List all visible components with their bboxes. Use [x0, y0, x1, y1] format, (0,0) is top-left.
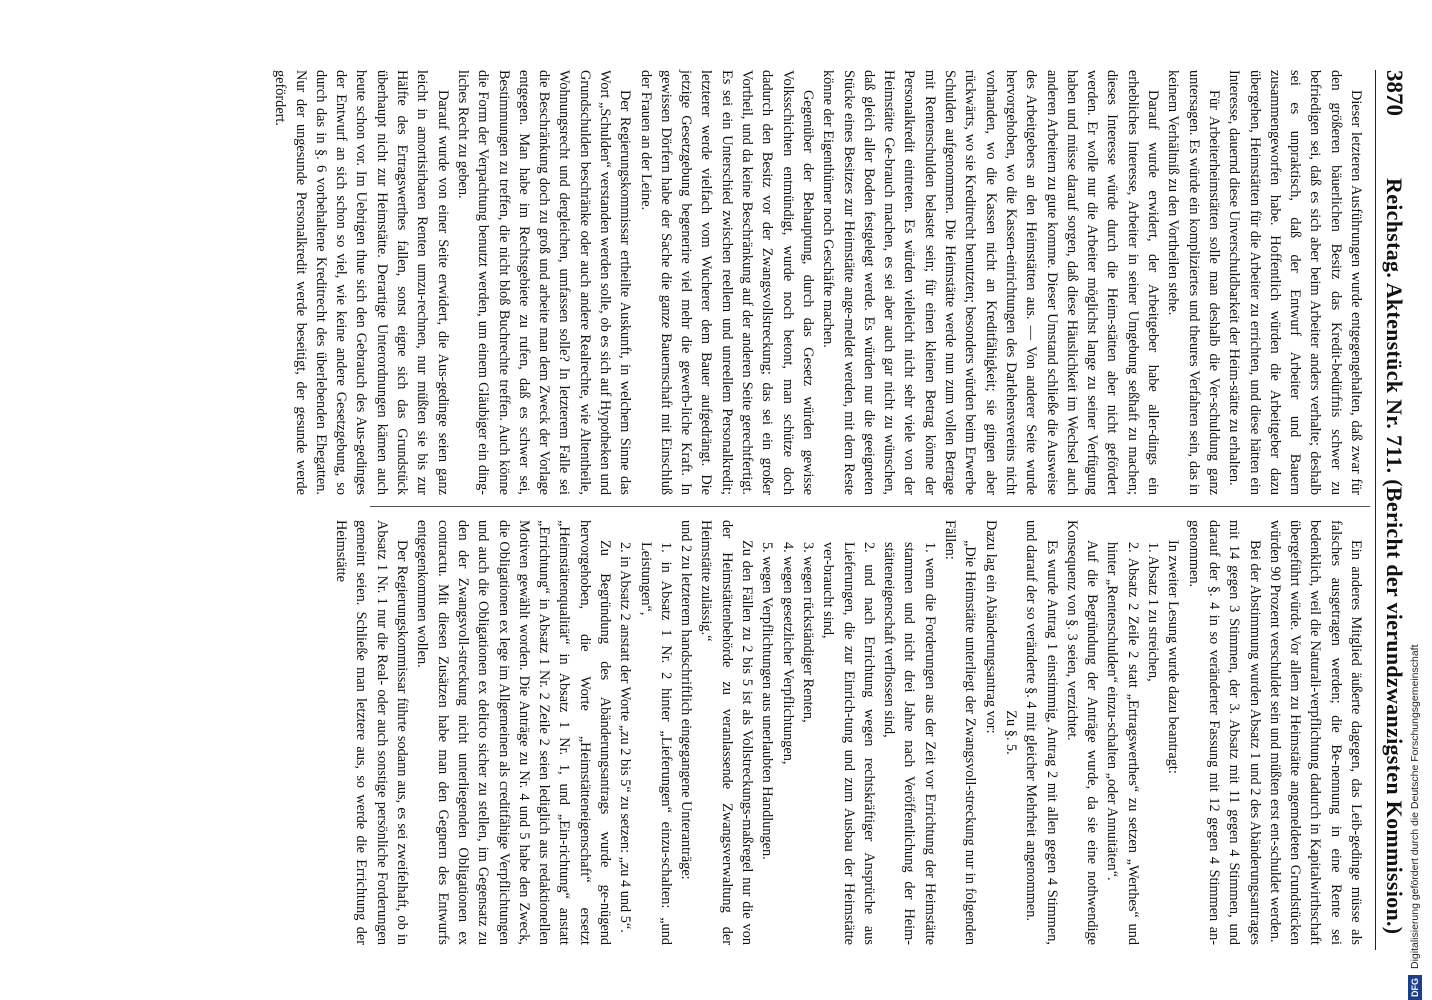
list-item: 1. in Absatz 1 Nr. 2 hinter „Lieferungen“ einzu-schalten: „und Leistungen“, — [637, 542, 674, 945]
list-item: 3. wegen rückständiger Renten, — [799, 542, 816, 723]
credit-text: Digitalisierung gefördert durch die Deutsche Forschungsgemeinschaft — [1409, 644, 1421, 969]
paragraph: Für Arbeiterheimstätten solle man deshalb die Ver-schuldung ganz untersagen. Es würde ein kompliziertes und theures Verfahren sein, das in keinem Verhältniß zu den Vortheilen stehe. — [1165, 70, 1222, 495]
text-column-left — [270, 70, 1366, 495]
paragraph: Ein anderes Mitglied äußerte dagegen, das Leib-gedinge müsse als falsches ausgetragen werden; die Be-nennung in eine Rente sei bedenklich, weil die Naturali-verpflichtung dadurch in Kapitalwirthschaft übergeführt würde. Vor allem zu Heimstätte angemeldeten Grundstücken würden 90 Prozent verschuldet sein und müßten erst ent-schuldet werden. — [1266, 520, 1364, 945]
paragraph: Darauf wurde erwidert, der Arbeitgeber habe aller-dings ein erhebliches Interesse, Arbeiter in seiner Umgebung seßhaft zu machen; dieses Interesse würde durch die Heim-stätten aber nicht gefördert werden. Er wolle nur die Arbeiter möglichst lange zu seiner Verfügung haben und müsse darauf sorgen, daß diese Häuslichkeit im Wechsel auch anderen Arbeitern zu gute komme. Dieser Umstand schließe die Ausweise des Arbeitgebers an den Heimstätten aus. — Von anderer Seite wurde hervorgehoben, wo die Kassen-einrichtungen des Darlehensvereins nicht vorhanden, wo die Kassen nicht an Kreditfähigkeit; sie gingen aber rückwärts, wo sie Kreditrecht benutzten; besonders würden beim Erwerbe Schulden aufgenommen. Die Heimstätte werde nun zum vollen Betrage mit Rentenschulden belastet sein; für einen kleinen Betrag könne der Personalkredit eintreten. Es würden vielleicht nicht sehr viele von der Heimstätte Ge-brauch machen, es sei aber auch gar nicht zu wünschen, daß gleich aller Boden festgelegt werde. Es würden nur die geeigneten Stücke eines Besitzes zur Heimstätte ange-meldet werden, mit dem Reste könne der Eigenthümer noch Geschäfte machen. — [820, 70, 1162, 495]
page-number: 3870 — [1382, 70, 1407, 116]
page-title: Reichstag. Aktenstück Nr. 711. (Bericht der vierundzwanzigsten Kommission.) — [1382, 178, 1407, 935]
list-item: 2. Absatz 2 Zeile 2 statt „Ertragswerthes“ zu setzen „Werthes“ und hinter „Rentenschulden“ einzu-schalten „oder Annuitäten“. — [1104, 542, 1141, 945]
text-column-right — [331, 520, 1366, 945]
paragraph: Zu Begründung des Abänderungsantrags wurde ge-nügend hervorgehoben, die Worte „Heimstätteneigenschaft“ ersetzt „Heimstättenqualität“ in Absatz 1 Nr. 1, und „Ein-richtung“ anstatt „Errichtung“ in Absatz 1 Nr. 2 Zeile 2 seien lediglich aus redaktionellen Motiven gewählt worden. Die Anträge zu Nr. 4 und 5 habe den Zweck, die Obligationen ex lege im Allgemeinen als creditfähige Verpflichtungen und auch die Obligationen ex delicto sicher zu stellen, im Gegensatz zu den der Zwangsvoll-streckung nicht unterliegenden Obligationen ex contractu. Mit diesen Zusätzen habe man den Gegnern des Entwurfs entgegenkommen wollen. — [414, 520, 614, 945]
paragraph: Dieser letzteren Ausführungen wurde entgegengehalten, daß zwar für den größeren bäuerlichen Besitz das Kredit-bedürfnis schwer zu befriedigen sei, daß es sich aber beim Arbeiter anders verhalte; deshalb sei es unpraktisch, daß der Entwurf Arbeiter und Bauern zusammengeworfen habe. Hoffentlich würden die Arbeitgeber dazu übergehen, Heimstätten für die Arbeiter zu errichten, und diese hätten ein Interesse, dauernd diese Unverschuldbarkeit der Heim-stätte zu erhalten. — [1226, 70, 1364, 495]
list-item: 1. Absatz 1 zu streichen, — [1145, 542, 1162, 682]
list-item: 5. wegen Verpflichtungen aus unerlaubten Handlungen. — [759, 542, 776, 860]
paragraph: Der Regierungskommissar führte sodann aus, es sei zweifelhaft, ob in Absatz 1 Nr. 1 nur die Real- oder auch sonstige persönliche Forderungen gemeint seien. Schließe man letztere aus, so werde die Errichtung der Heimstätte — [333, 520, 411, 945]
paragraph: und 2 zu letzterem handschriftlich eingegangene Unteranträge: — [678, 520, 695, 880]
paragraph: Darauf wurde von einer Seite erwidert, die Aus-gedinge seien ganz leicht in amortisirbaren Renten umzu-rechnen, nur müßten sie bis zur Hälfte des Ertragswerthes fallen, sonst eigne sich das Grundstück überhaupt nicht zur Heimstätte. Derartige Unterordnungen kämen auch heute schon vor. Im Uebrigen thue sich den Gebrauch des Aus-gedinges der Entwurf an sich schon so viel, wie keine andere Gesetzgebung, so durch das in §. 6 vorbehaltene Kreditrecht des überlebenden Ehegatten. Nur der ungesunde Personalkredit werde beseitigt, der gesunde werde gefördert. — [272, 70, 451, 495]
list-item: 4. wegen gesetzlicher Verpflichtungen, — [779, 542, 796, 765]
paragraph: „Die Heimstätte unterliegt der Zwangsvoll-streckung nur in folgenden Fällen: — [942, 520, 979, 945]
section-heading: Zu §. 5. — [1002, 710, 1019, 755]
paragraph: In zweiter Lesung wurde dazu beantragt: — [1165, 540, 1182, 774]
paragraph: Es wurde Antrag 1 einstimmig, Antrag 2 mit allen gegen 4 Stimmen, und darauf der so veränderte §. 4 mit gleicher Mehrheit angenommen. — [1023, 520, 1060, 945]
paragraph: Der Regierungskommissar ertheilte Auskunft, in welchem Sinne das Wort „Schulden“ verstanden werden solle, ob es sich auf Hypotheken und Grundschulden beschränke oder auch andere Realrechte, wie Altentheile, Wohnungsrecht und dergleichen, umfassen solle? In letzterem Falle sei die Beschränkung doch zu groß und arbeite man dem Zweck der Vorlage entgegen. Man habe im Rechtsgebiete zu rufen, daß es schwer sei, Bestimmungen zu treffen, die nicht bloß Buchrechte treffen. Auch könne die Form der Verpachtung benutzt werden, um einem Gläubiger ein ding-liches Recht zu geben. — [454, 70, 634, 495]
digitization-credit — [1408, 540, 1432, 1000]
page-header — [1375, 70, 1410, 950]
column-divider — [370, 506, 1370, 507]
paragraph: Gegenüber der Behauptung, durch das Gesetz würden gewisse Volksschichten entmündigt, wurde noch betont, man schütze doch dadurch den Besitz vor der Zwangsvollstreckung; das sei ein großer Vortheil, und da keine Beschränkung auf der anderen Seite gerechtfertigt. Es sei ein Unterschied zwischen reellem und unreellem Personalkredit; letzterer werde vielfach vom Wucherer dem Bauer aufgedrängt. Die jetzige Gesetzgebung begenerire viel mehr die gewerb-liche Kraft. In gewissen Dörfern habe der Sache die ganze Bauernschaft mit Einschluß der Frauen an der Leine. — [637, 70, 816, 495]
paragraph: Zu den Fällen zu 2 bis 5 ist als Vollstreckungs-maßregel nur die von der Heimstättenbehörde zu veranlassende Zwangsverwaltung der Heimstätte zulässig.“ — [698, 520, 756, 945]
document-page — [105, 70, 1410, 950]
dfg-logo: DFG — [1408, 975, 1422, 1000]
paragraph: Dazu lag ein Abänderungsantrag vor: — [982, 520, 999, 734]
paragraph: Bei der Abstimmung wurden Absatz 1 und 2 des Abänderungsantrages mit 14 gegen 3 Stimmen, der 3. Absatz mit 11 gegen 4 Stimmen, und darauf der §. 4 in so veränderter Fassung mit 12 gegen 4 Stimmen an-genommen. — [1185, 520, 1263, 945]
list-item: 1. wenn die Forderungen aus der Zeit vor Errichtung der Heimstätte stammen und nicht drei Jahre nach Veröffentlichung der Heim-stätteneigenschaft verflossen sind, — [881, 542, 938, 945]
paragraph: Auf die Begründung der Anträge wurde, da sie eine nothwendige Konsequenz von §. 3 seien, verzichtet. — [1063, 520, 1101, 945]
list-item: 2. und nach Errichtung wegen rechtskräftiger Ansprüche aus Lieferungen, die zur Einrich-tung und zum Ausbau der Heimstätte ver-braucht sind, — [820, 542, 877, 945]
list-item: 2. in Absatz 2 anstatt der Worte „zu 2 bis 5“ zu setzen: „zu 4 und 5“. — [617, 542, 634, 933]
